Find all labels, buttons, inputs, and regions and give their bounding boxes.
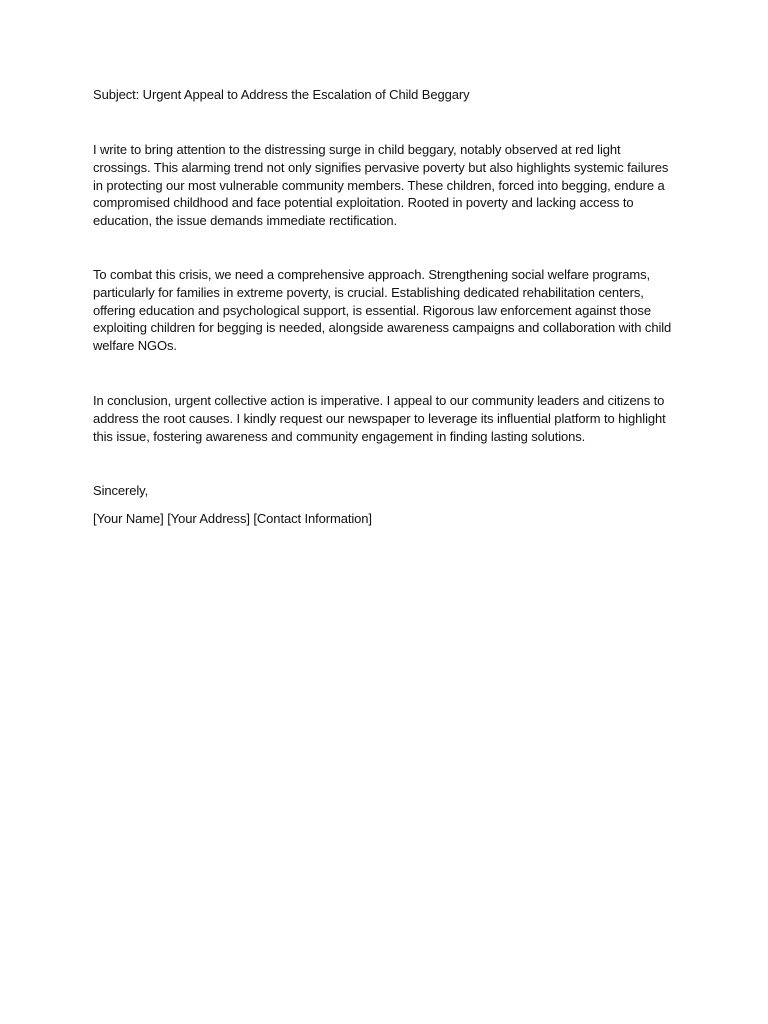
letter-paragraph: To combat this crisis, we need a comprehensive approach. Strengthening social welfare programs, particularly for families in extreme poverty, is crucial. Establishing dedicated rehabilitation centers, offering education and psychological support, is essential. Rigorous law enforcement against those exploiting children for begging is needed, alongside awareness campaigns and collaboration with child welfare NGOs. [93,266,672,354]
letter-body [93,86,677,528]
letter-subject: Subject: Urgent Appeal to Address the Escalation of Child Beggary [93,87,470,102]
letter-paragraph: In conclusion, urgent collective action is imperative. I appeal to our community leaders and citizens to address the root causes. I kindly request our newspaper to leverage its influential platform to highlight this issue, fostering awareness and community engagement in finding lasting solutions. [93,392,666,444]
letter-signature: [Your Name] [Your Address] [Contact Information] [93,511,372,527]
letter-closing: Sincerely, [93,483,149,499]
letter-paragraph: I write to bring attention to the distressing surge in child beggary, notably observed at red light crossings. This alarming trend not only signifies pervasive poverty but also highlights systemic failures in protecting our most vulnerable community members. These children, forced into begging, endure a compromised childhood and face potential exploitation. Rooted in poverty and lacking access to education, the issue demands immediate rectification. [93,142,669,229]
